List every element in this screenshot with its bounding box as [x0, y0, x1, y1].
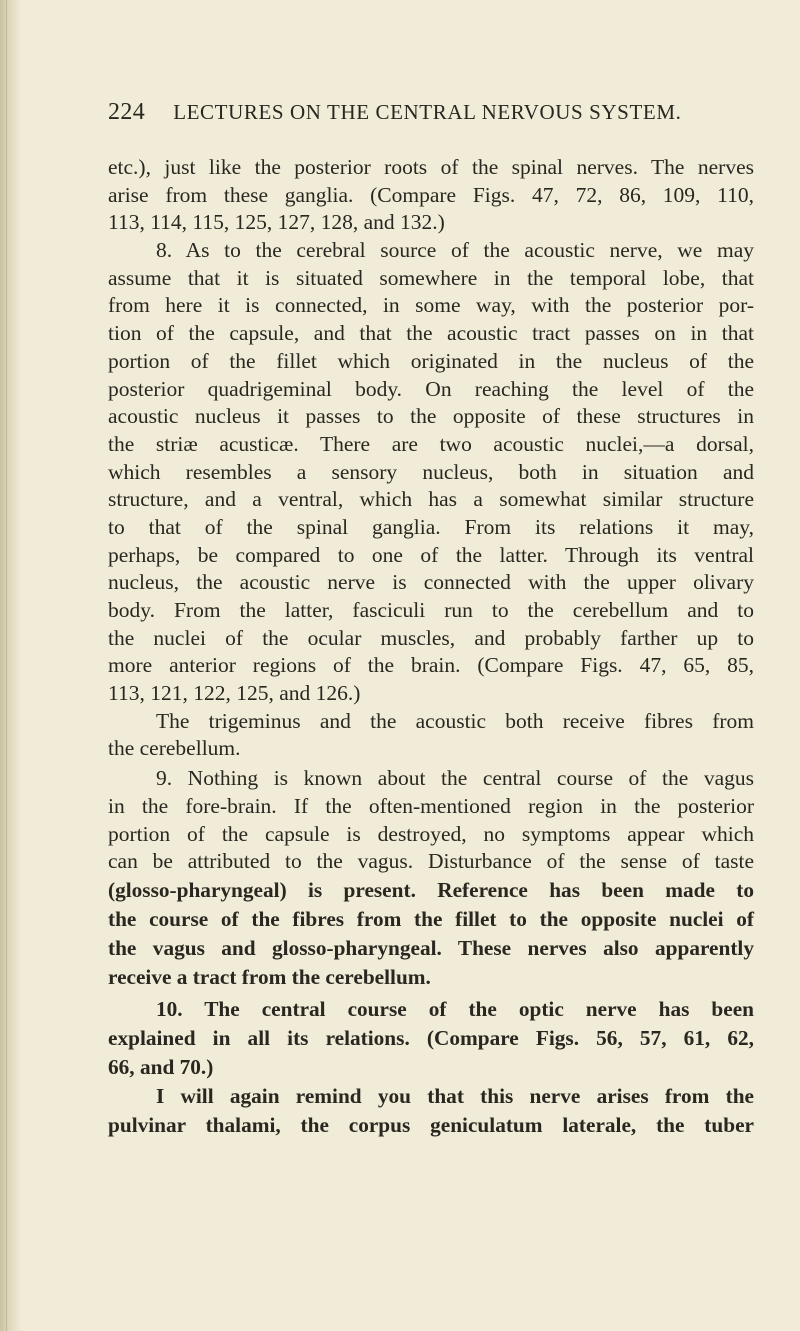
text-line: in the fore-brain. If the often-mentioned region in the posterior — [108, 793, 754, 818]
text-line: portion of the capsule is destroyed, no symptoms appear which — [108, 821, 754, 846]
text-line: etc.), just like the posterior roots of the spinal nerves. The nerves — [108, 155, 754, 179]
text-line: the cerebellum. — [108, 736, 241, 761]
page-number: 224 — [108, 99, 146, 125]
running-title: LECTURES ON THE CENTRAL NERVOUS SYSTEM. — [173, 100, 682, 124]
text-line: the vagus and glosso-pharyngeal. These nerves also apparently — [108, 935, 754, 960]
text-line: structure, and a ventral, which has a somewhat similar structure — [108, 487, 754, 512]
text-line: 8. As to the cerebral source of the acoustic nerve, we may — [156, 238, 754, 263]
text-line: which resembles a sensory nucleus, both in situation and — [108, 459, 754, 484]
text-line: perhaps, be compared to one of the latter. Through its ventral — [108, 542, 754, 567]
text-line: acoustic nucleus it passes to the opposite of these structures in — [108, 404, 754, 429]
text-line: 66, and 70.) — [108, 1054, 214, 1079]
text-line: receive a tract from the cerebellum. — [108, 964, 431, 989]
running-head — [108, 100, 748, 124]
text-line: can be attributed to the vagus. Disturbance of the sense of taste — [108, 849, 754, 874]
text-line: arise from these ganglia. (Compare Figs. 47, 72, 86, 109, 110, — [108, 182, 754, 207]
text-line: 10. The central course of the optic nerve has been — [156, 996, 754, 1021]
text-line: from here it is connected, in some way, with the posterior por- — [108, 293, 754, 318]
text-line: posterior quadrigeminal body. On reaching the level of the — [108, 376, 754, 401]
text-line: (glosso-pharyngeal) is present. Reference has been made to — [108, 877, 754, 902]
body-text — [108, 154, 754, 1140]
text-line: nucleus, the acoustic nerve is connected with the upper olivary — [108, 570, 754, 595]
text-line: the course of the fibres from the fillet to the opposite nuclei of — [108, 906, 754, 931]
text-line: portion of the fillet which originated in the nucleus of the — [108, 348, 754, 373]
text-line: The trigeminus and the acoustic both receive fibres from — [156, 708, 754, 733]
text-line: assume that it is situated somewhere in the temporal lobe, that — [108, 265, 754, 290]
text-line: I will again remind you that this nerve arises from the — [156, 1083, 754, 1108]
page-gutter-shadow — [0, 0, 22, 1331]
text-line: 113, 121, 122, 125, and 126.) — [108, 681, 361, 706]
text-line: tion of the capsule, and that the acoustic tract passes on in that — [108, 321, 754, 346]
text-line: more anterior regions of the brain. (Compare Figs. 47, 65, 85, — [108, 653, 754, 678]
text-line: body. From the latter, fasciculi run to the cerebellum and to — [108, 598, 754, 622]
text-line: explained in all its relations. (Compare Figs. 56, 57, 61, 62, — [108, 1025, 754, 1050]
text-line: pulvinar thalami, the corpus geniculatum laterale, the tuber — [108, 1112, 754, 1137]
text-line: the striæ acusticæ. There are two acoustic nuclei,—a dorsal, — [108, 431, 754, 456]
text-line: to that of the spinal ganglia. From its relations it may, — [108, 514, 754, 539]
text-line: 113, 114, 115, 125, 127, 128, and 132.) — [108, 210, 445, 235]
text-line: 9. Nothing is known about the central course of the vagus — [156, 766, 754, 791]
text-line: the nuclei of the ocular muscles, and probably farther up to — [108, 625, 754, 650]
